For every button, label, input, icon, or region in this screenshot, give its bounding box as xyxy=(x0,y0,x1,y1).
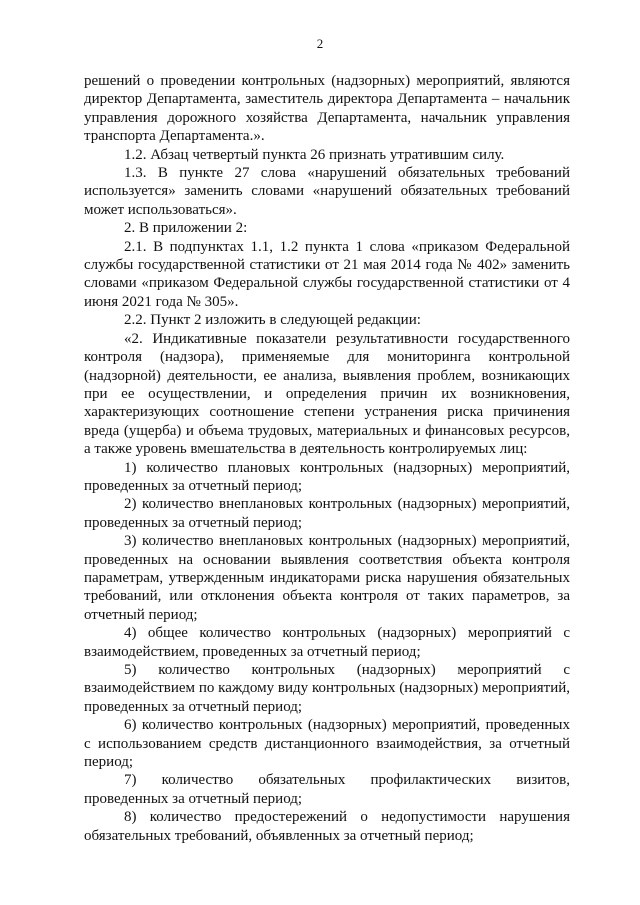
document-body xyxy=(84,72,570,845)
paragraph: 2. В приложении 2: xyxy=(124,220,248,237)
list-item: 3) количество внеплановых контрольных (надзорных) мероприятий, проведенных на основании выявления соответствия объекта контроля параметрам, утвержденным индикаторами риска нарушения обязательных требований, или отклонения объекта контроля от таких параметров, за отчетный период; xyxy=(84,533,570,623)
list-item: 7) количество обязательных профилактических визитов, проведенных за отчетный период; xyxy=(84,772,570,807)
paragraph: 1.2. Абзац четвертый пункта 26 признать утратившим силу. xyxy=(124,146,505,163)
page-number: 2 xyxy=(316,36,324,51)
list-item: 5) количество контрольных (надзорных) мероприятий с взаимодействием по каждому виду контрольных (надзорных) мероприятий, проведенных за отчетный период; xyxy=(84,662,570,715)
list-item: 2) количество внеплановых контрольных (надзорных) мероприятий, проведенных за отчетный период; xyxy=(84,496,570,531)
paragraph: 2.1. В подпунктах 1.1, 1.2 пункта 1 слова «приказом Федеральной службы государственной статистики от 21 мая 2014 года № 402» заменить словами «приказом Федеральной службы государственной статистики от 4 июня 2021 года № 305». xyxy=(84,238,570,310)
paragraph: 2.2. Пункт 2 изложить в следующей редакции: xyxy=(124,312,421,329)
list-item: 8) количество предостережений о недопустимости нарушения обязательных требований, объявленных за отчетный период; xyxy=(84,809,570,844)
list-item: 1) количество плановых контрольных (надзорных) мероприятий, проведенных за отчетный период; xyxy=(84,459,570,494)
paragraph: решений о проведении контрольных (надзорных) мероприятий, являются директор Департамента, заместитель директора Департамента – начальник управления дорожного хозяйства Департамента, начальник управления транспорта Департамента.». xyxy=(84,73,570,145)
paragraph: 1.3. В пункте 27 слова «нарушений обязательных требований используется» заменить словами «нарушений обязательных требований может использоваться». xyxy=(84,165,570,218)
paragraph: «2. Индикативные показатели результативности государственного контроля (надзора), применяемые для мониторинга контрольной (надзорной) деятельности, ее анализа, выявления проблем, возникающих при ее осуществлении, и определения причин их возникновения, характеризующих соотношение степени устранения риска причинения вреда (ущерба) и объема трудовых, материальных и финансовых ресурсов, а также уровень вмешательства в деятельность контролируемых лиц: xyxy=(84,330,570,458)
list-item: 6) количество контрольных (надзорных) мероприятий, проведенных с использованием средств дистанционного взаимодействия, за отчетный период; xyxy=(84,717,570,771)
list-item: 4) общее количество контрольных (надзорных) мероприятий с взаимодействием, проведенных за отчетный период; xyxy=(84,625,570,660)
